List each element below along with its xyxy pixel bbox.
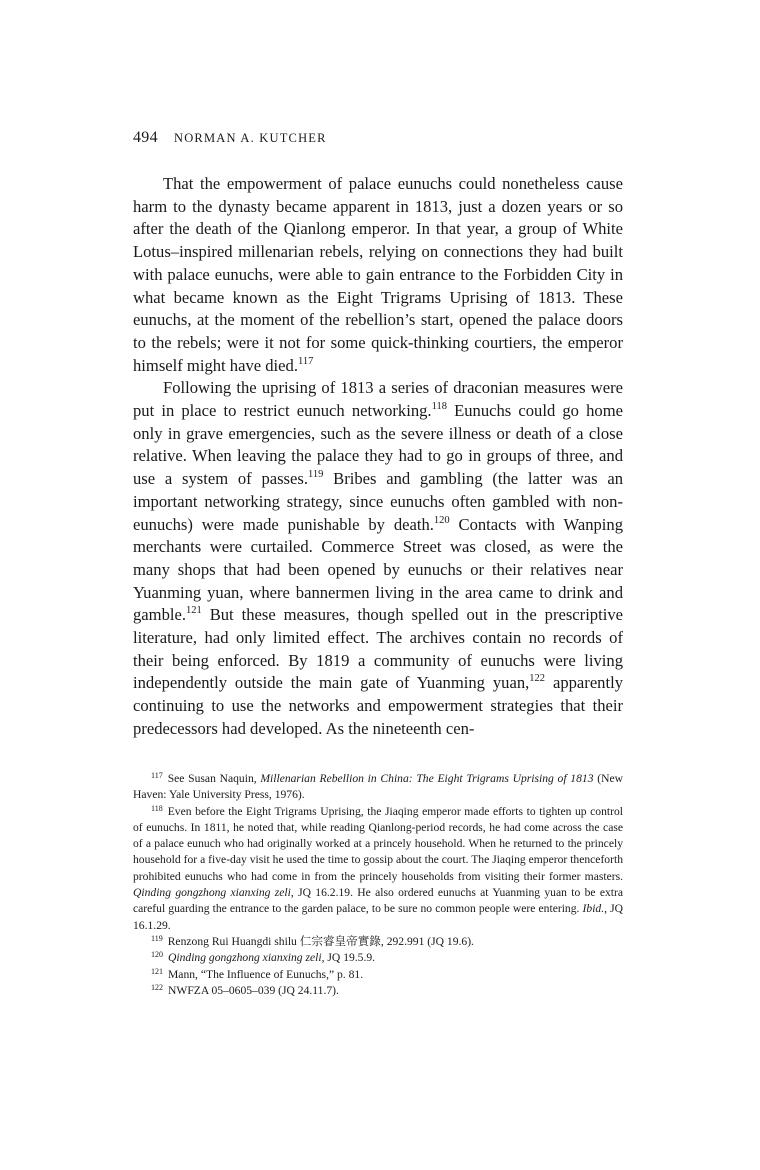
footnote-ref-117[interactable]: 117 <box>297 355 314 367</box>
footnote-book-title: Millenarian Rebellion in China: The Eight Trigrams Uprising of 1813 <box>260 772 594 785</box>
footnote-text: , JQ 16.2.19. He also ordered eunuchs at Yuanming yuan to be extra careful guarding the entrance to the garden palace, to be sure no common people were entering. <box>133 886 623 916</box>
footnotes <box>133 771 623 999</box>
footnote-118 <box>133 804 623 934</box>
running-head <box>133 129 327 147</box>
footnote-number: 118 <box>151 803 163 813</box>
footnote-text: , JQ 19.5.9. <box>321 951 376 965</box>
paragraph-2-text-3: Bribes and gambling (the latter was an important networking strategy, since eunuchs often gambled with non-eunuchs) were made punishable by death. <box>133 469 624 534</box>
footnote-ref-121[interactable]: 121 <box>186 605 202 617</box>
footnote-ref-122[interactable]: 122 <box>529 673 546 685</box>
footnote-117 <box>133 771 623 804</box>
page-number: 494 <box>133 129 158 146</box>
paragraph-2-text-6: apparently continuing to use the networks and empowerment strategies that their predecessors had developed. As the nineteenth cen- <box>133 673 623 738</box>
paragraph-2-text-4: Contacts with Wanping merchants were curtailed. Commerce Street was closed, as were the many shops that had been opened by eunuchs or their relatives near Yuanming yuan, where bannermen living in the area came to drink and gamble. <box>133 514 623 625</box>
footnote-number: 121 <box>151 966 163 976</box>
footnote-120 <box>133 950 623 966</box>
footnote-119 <box>133 934 623 950</box>
paragraph-1-text: That the empowerment of palace eunuchs could nonetheless cause harm to the dynasty became apparent in 1813, just a dozen years or so after the death of the Qianlong emperor. In that year, a group of White Lotus–inspired millenarian rebels, relying on connections they had built with palace eunuchs, were able to gain entrance to the Forbidden City in what became known as the Eight Trigrams Uprising of 1813. These eunuchs, at the moment of the rebellion’s start, opened the palace doors to the rebels; were it not for some quick-thinking courtiers, the emperor himself might have died. <box>133 174 623 375</box>
footnote-122 <box>133 983 623 999</box>
footnote-text: NWFZA 05–0605–039 (JQ 24.11.7). <box>168 983 339 997</box>
footnote-text: (New Haven: Yale University Press, 1976). <box>133 772 623 802</box>
footnote-ibid: Ibid. <box>582 902 605 916</box>
paragraph-2-text-5: But these measures, though spelled out in the prescriptive literature, had only limited effect. The archives contain no records of their being enforced. By 1819 a community of eunuchs were living independently outside the main gate of Yuanming yuan, <box>133 605 623 693</box>
footnote-book-title: Qinding gongzhong xianxing zeli <box>133 886 291 900</box>
footnote-number: 117 <box>151 771 163 780</box>
footnote-number: 119 <box>151 933 163 943</box>
footnote-121 <box>133 967 623 983</box>
footnote-text: See Susan Naquin, <box>167 772 261 785</box>
main-text <box>133 173 623 741</box>
footnote-ref-119[interactable]: 119 <box>308 469 324 481</box>
footnote-text: , JQ 16.1.29. <box>133 902 624 932</box>
paragraph-2 <box>133 377 623 740</box>
footnote-number: 120 <box>151 950 163 960</box>
paragraph-2-text-2: Eunuchs could go home only in grave emergencies, such as the severe illness or death of a close relative. When leaving the palace they had to go in groups of three, and use a system of passes. <box>133 401 623 489</box>
footnote-text: Mann, “The Influence of Eunuchs,” p. 81. <box>168 967 364 981</box>
footnote-text: Even before the Eight Trigrams Uprising, the Jiaqing emperor made efforts to tighten up control of eunuchs. In 1811, he noted that, while reading Qianlong-period records, he had come across the case of a palace eunuch who had originally worked at a princely household. When he returned to the princely household for a five-day visit he used the time to gossip about the court. The Jiaqing emperor thenceforth prohibited eunuchs who had come in from the princely households from visiting their former masters. <box>133 804 623 883</box>
paragraph-1 <box>133 173 623 377</box>
footnote-number: 122 <box>151 982 163 992</box>
running-head-author: NORMAN A. KUTCHER <box>173 131 327 145</box>
footnote-ref-118[interactable]: 118 <box>431 401 447 413</box>
paragraph-2-text-1: Following the uprising of 1813 a series of draconian measures were put in place to restrict eunuch networking. <box>133 378 623 421</box>
footnote-ref-120[interactable]: 120 <box>433 514 450 526</box>
footnote-text: Renzong Rui Huangdi shilu 仁宗睿皇帝實錄, 292.991 (JQ 19.6). <box>167 934 474 948</box>
footnote-book-title: Qinding gongzhong xianxing zeli <box>168 951 322 965</box>
